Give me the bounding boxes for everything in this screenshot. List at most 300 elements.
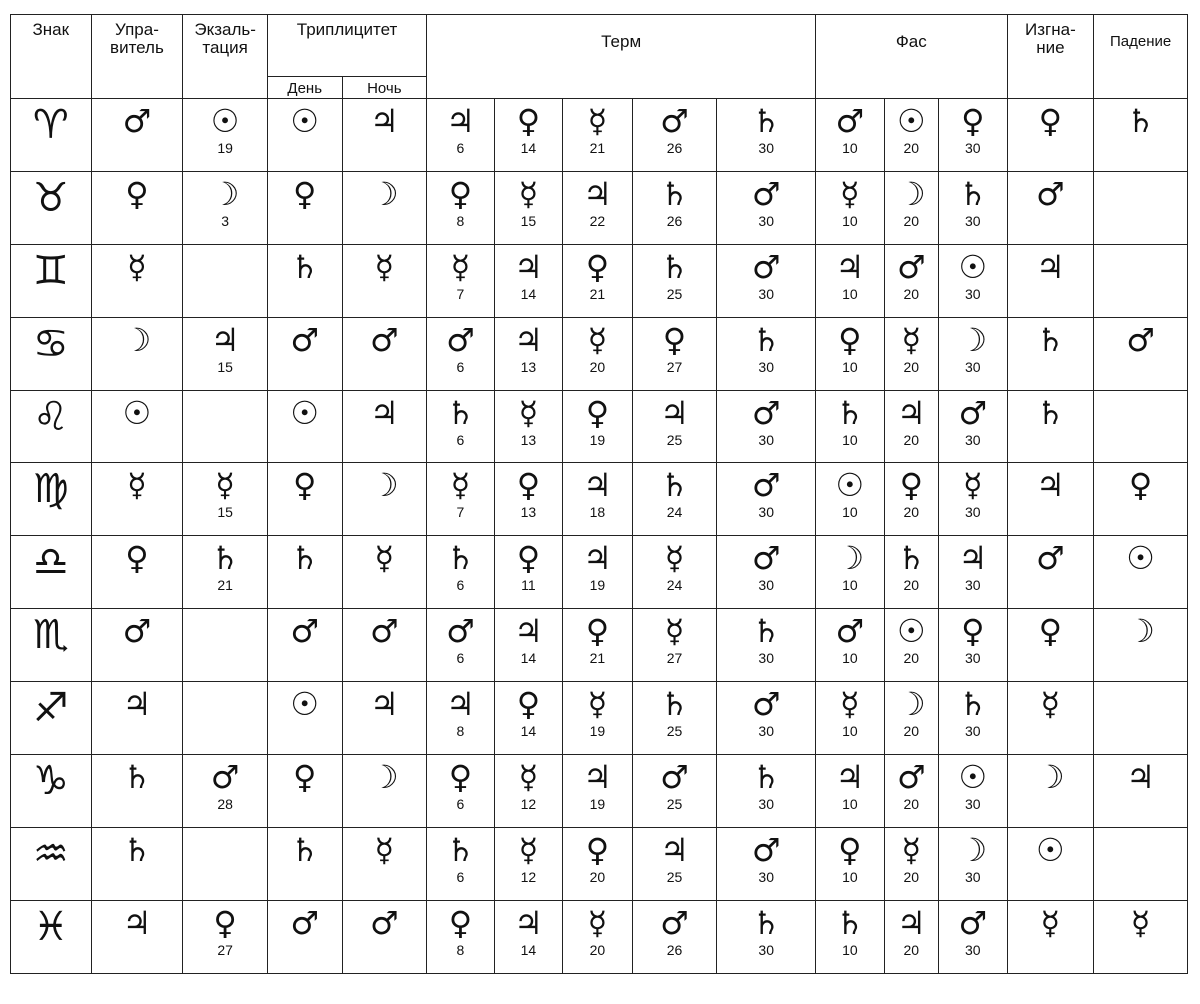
sign-cell-glyph: ♊	[32, 247, 69, 294]
table-row	[11, 900, 1188, 973]
term-cell	[632, 99, 717, 172]
term-cell-degree: 30	[758, 650, 774, 667]
sign-cell	[11, 244, 92, 317]
face-cell-degree: 10	[842, 285, 858, 302]
term-cell-glyph: ♂	[660, 102, 689, 140]
sign-cell-glyph: ♓	[32, 903, 69, 950]
term-cell-glyph: ♃	[583, 758, 612, 797]
term-cell	[563, 900, 633, 973]
triplicity-night-cell-glyph: ♃	[369, 685, 399, 724]
detriment-cell-glyph: ♄	[1036, 393, 1065, 432]
ruler-cell-glyph: ☽	[122, 320, 152, 359]
term-cell	[427, 244, 495, 317]
sign-cell	[11, 99, 92, 172]
triplicity-day-cell	[267, 682, 342, 755]
sign-cell-glyph: ♒	[32, 830, 69, 877]
face-cell-glyph: ♀	[838, 830, 862, 869]
face-cell	[816, 682, 885, 755]
term-cell-glyph: ♀	[662, 320, 687, 359]
face-cell-degree: 10	[842, 941, 858, 958]
exaltation-cell	[183, 99, 268, 172]
ruler-cell-glyph: ♂	[122, 612, 152, 651]
term-cell	[563, 609, 633, 682]
face-cell-degree: 20	[903, 285, 920, 302]
exaltation-cell-degree: 3	[221, 212, 230, 229]
term-cell-glyph: ♀	[516, 685, 541, 724]
sign-cell	[11, 900, 92, 973]
term-cell	[717, 317, 816, 390]
term-cell-glyph: ♀	[448, 174, 473, 213]
term-cell-glyph: ♃	[446, 102, 475, 140]
term-cell	[717, 536, 816, 609]
term-cell-glyph: ☿	[587, 903, 608, 942]
term-cell-glyph: ☿	[587, 685, 608, 724]
term-cell	[563, 171, 633, 244]
face-cell-glyph: ♂	[835, 102, 865, 140]
term-cell	[427, 171, 495, 244]
term-cell-degree: 30	[758, 140, 774, 156]
detriment-cell	[1007, 244, 1094, 317]
term-cell-glyph: ♂	[751, 685, 781, 724]
triplicity-day-cell	[267, 755, 342, 828]
detriment-cell	[1007, 827, 1094, 900]
header-term: Терм	[427, 15, 816, 99]
term-cell-degree: 8	[456, 212, 465, 229]
face-cell	[939, 99, 1008, 172]
sign-cell	[11, 171, 92, 244]
ruler-cell-glyph: ♃	[122, 903, 152, 942]
face-cell-glyph: ☿	[962, 466, 983, 505]
exaltation-cell	[183, 827, 268, 900]
detriment-cell-glyph: ♀	[1038, 102, 1063, 140]
face-cell-degree: 20	[903, 650, 920, 667]
face-cell	[884, 827, 938, 900]
term-cell-degree: 30	[758, 577, 774, 594]
triplicity-day-cell-glyph: ♄	[290, 830, 320, 869]
triplicity-day-cell-glyph: ☉	[290, 393, 320, 432]
header-sign: Знак	[11, 15, 92, 99]
face-cell-degree: 20	[903, 504, 920, 521]
face-cell-degree: 20	[903, 431, 920, 448]
face-cell	[939, 390, 1008, 463]
fall-cell	[1094, 609, 1188, 682]
fall-cell-glyph: ☉	[1126, 539, 1155, 578]
triplicity-night-cell-glyph: ♂	[369, 903, 399, 942]
face-cell	[939, 609, 1008, 682]
term-cell-glyph: ♄	[660, 247, 689, 286]
ruler-cell	[91, 99, 183, 172]
fall-cell	[1094, 390, 1188, 463]
fall-cell	[1094, 244, 1188, 317]
term-cell	[632, 171, 717, 244]
term-cell-degree: 19	[589, 723, 606, 740]
fall-cell-glyph: ♀	[1128, 466, 1153, 505]
term-cell-glyph: ♀	[585, 830, 610, 869]
face-cell-glyph: ♃	[835, 247, 865, 286]
table-row	[11, 99, 1188, 172]
exaltation-cell	[183, 390, 268, 463]
term-cell	[632, 463, 717, 536]
term-cell-degree: 20	[589, 358, 606, 375]
fall-cell	[1094, 463, 1188, 536]
face-cell-glyph: ♀	[961, 102, 985, 140]
term-cell-degree: 30	[758, 796, 774, 813]
sign-cell-glyph: ♌	[32, 393, 69, 440]
header-detriment: Изгна- ние	[1007, 15, 1094, 99]
face-cell-degree: 10	[842, 796, 858, 813]
face-cell-glyph: ☽	[896, 685, 926, 724]
face-cell-degree: 20	[903, 796, 920, 813]
face-cell	[939, 827, 1008, 900]
term-cell	[717, 827, 816, 900]
face-cell-glyph: ♃	[958, 539, 988, 578]
term-cell	[494, 609, 563, 682]
term-cell-glyph: ♀	[448, 758, 473, 797]
term-cell-glyph: ♀	[448, 903, 473, 942]
face-cell-degree: 10	[842, 431, 858, 448]
term-cell-degree: 25	[666, 868, 683, 885]
term-cell-glyph: ♃	[583, 466, 612, 505]
face-cell	[884, 244, 938, 317]
term-cell-glyph: ♃	[583, 174, 612, 213]
face-cell-glyph: ♂	[896, 247, 926, 286]
face-cell-degree: 30	[964, 504, 981, 521]
term-cell-glyph: ♃	[446, 685, 475, 724]
term-cell	[563, 536, 633, 609]
fall-cell-glyph: ☽	[1126, 612, 1155, 651]
term-cell-degree: 13	[520, 431, 537, 448]
term-cell	[427, 317, 495, 390]
term-cell-degree: 14	[520, 941, 537, 958]
term-cell-degree: 12	[520, 868, 537, 885]
term-cell-glyph: ♀	[516, 102, 541, 140]
term-cell-degree: 19	[589, 431, 606, 448]
term-cell-degree: 14	[520, 140, 537, 156]
face-cell	[816, 536, 885, 609]
ruler-cell-glyph: ☉	[122, 393, 152, 432]
face-cell-glyph: ☉	[958, 758, 988, 797]
ruler-cell-glyph: ♄	[122, 758, 152, 797]
face-cell	[939, 244, 1008, 317]
face-cell-degree: 30	[964, 941, 981, 958]
term-cell-degree: 21	[589, 650, 606, 667]
term-cell-glyph: ♂	[751, 539, 781, 578]
face-cell-degree: 20	[903, 868, 920, 885]
exaltation-cell-glyph: ☽	[210, 174, 240, 213]
term-cell-degree: 27	[666, 358, 683, 375]
term-cell	[717, 171, 816, 244]
term-cell-degree: 13	[520, 504, 537, 521]
term-cell	[427, 390, 495, 463]
face-cell-glyph: ☿	[840, 174, 860, 213]
face-cell-glyph: ♀	[961, 612, 985, 651]
term-cell-glyph: ♃	[514, 247, 543, 286]
face-cell-degree: 30	[964, 868, 981, 885]
term-cell	[494, 900, 563, 973]
face-cell-degree: 10	[842, 723, 858, 740]
term-cell-degree: 21	[589, 285, 606, 302]
face-cell	[884, 755, 938, 828]
term-cell-degree: 12	[520, 796, 537, 813]
term-cell-glyph: ♄	[446, 539, 475, 578]
term-cell-glyph: ♂	[660, 758, 689, 797]
triplicity-day-cell-glyph: ♀	[293, 758, 317, 797]
ruler-cell-glyph: ♃	[122, 685, 152, 724]
face-cell-glyph: ♀	[838, 320, 862, 359]
face-cell	[884, 900, 938, 973]
term-cell	[632, 755, 717, 828]
face-cell-glyph: ☉	[958, 247, 988, 286]
face-cell-glyph: ☿	[840, 685, 860, 724]
face-cell-degree: 20	[903, 358, 920, 375]
term-cell-degree: 6	[456, 358, 465, 375]
term-cell-degree: 30	[758, 504, 774, 521]
exaltation-cell-degree: 19	[217, 140, 233, 156]
face-cell	[939, 463, 1008, 536]
term-cell	[632, 390, 717, 463]
term-cell-degree: 22	[589, 212, 606, 229]
term-cell-degree: 8	[456, 941, 465, 958]
exaltation-cell-glyph: ♂	[210, 758, 240, 797]
table-body	[11, 99, 1188, 974]
term-cell-degree: 14	[520, 723, 537, 740]
term-cell-degree: 26	[666, 212, 683, 229]
triplicity-night-cell	[342, 827, 427, 900]
sign-cell	[11, 317, 92, 390]
term-cell-glyph: ☿	[664, 539, 685, 578]
triplicity-night-cell-glyph: ☿	[374, 539, 395, 578]
term-cell-degree: 25	[666, 723, 683, 740]
term-cell	[427, 682, 495, 755]
term-cell-degree: 6	[456, 140, 465, 156]
term-cell-glyph: ☿	[450, 247, 471, 286]
sign-cell	[11, 609, 92, 682]
face-cell-degree: 10	[842, 868, 858, 885]
term-cell-glyph: ☿	[518, 393, 539, 432]
term-cell-glyph: ☿	[450, 466, 471, 505]
term-cell	[717, 900, 816, 973]
ruler-cell	[91, 536, 183, 609]
face-cell-degree: 30	[964, 140, 981, 156]
triplicity-night-cell-glyph: ☿	[374, 830, 395, 869]
exaltation-cell-degree: 28	[217, 796, 233, 813]
term-cell	[427, 755, 495, 828]
face-cell-degree: 30	[964, 577, 981, 594]
triplicity-day-cell	[267, 390, 342, 463]
term-cell-glyph: ♂	[446, 320, 475, 359]
header-triplicity-night: Ночь	[342, 77, 427, 99]
exaltation-cell	[183, 244, 268, 317]
face-cell	[816, 609, 885, 682]
fall-cell	[1094, 755, 1188, 828]
triplicity-day-cell	[267, 900, 342, 973]
face-cell-glyph: ☿	[901, 320, 922, 359]
face-cell-degree: 30	[964, 212, 981, 229]
term-cell-degree: 13	[520, 358, 537, 375]
term-cell	[563, 463, 633, 536]
header-triplicity-day: День	[267, 77, 342, 99]
ruler-cell	[91, 682, 183, 755]
term-cell-degree: 30	[758, 285, 774, 302]
table-row	[11, 463, 1188, 536]
detriment-cell-glyph: ☉	[1036, 830, 1065, 869]
term-cell	[632, 244, 717, 317]
term-cell-glyph: ♀	[585, 393, 610, 432]
detriment-cell-glyph: ♃	[1036, 466, 1065, 505]
term-cell-degree: 30	[758, 868, 774, 885]
term-cell-glyph: ♄	[660, 174, 689, 213]
triplicity-day-cell	[267, 536, 342, 609]
detriment-cell-glyph: ♀	[1038, 612, 1063, 651]
term-cell-glyph: ♀	[585, 247, 610, 286]
face-cell-degree: 30	[964, 796, 981, 813]
face-cell-degree: 30	[964, 431, 981, 448]
header-face: Фас	[816, 15, 1007, 99]
term-cell	[427, 536, 495, 609]
term-cell-glyph: ♄	[751, 320, 781, 359]
ruler-cell	[91, 609, 183, 682]
term-cell-glyph: ♄	[660, 466, 689, 505]
term-cell-degree: 6	[456, 796, 465, 813]
term-cell-glyph: ☿	[587, 320, 608, 359]
ruler-cell-glyph: ♂	[122, 102, 152, 140]
ruler-cell	[91, 171, 183, 244]
term-cell-degree: 15	[520, 212, 537, 229]
term-cell-glyph: ♀	[516, 539, 541, 578]
term-cell	[427, 900, 495, 973]
term-cell	[494, 390, 563, 463]
detriment-cell	[1007, 536, 1094, 609]
term-cell	[563, 827, 633, 900]
term-cell	[494, 536, 563, 609]
triplicity-day-cell	[267, 317, 342, 390]
term-cell	[563, 244, 633, 317]
table-row	[11, 827, 1188, 900]
exaltation-cell-degree: 15	[217, 504, 233, 521]
fall-cell-glyph: ♂	[1126, 320, 1155, 359]
term-cell-degree: 19	[589, 577, 606, 594]
face-cell-glyph: ♂	[958, 903, 988, 942]
term-cell-glyph: ♂	[751, 830, 781, 869]
term-cell	[427, 609, 495, 682]
face-cell	[939, 682, 1008, 755]
ruler-cell	[91, 463, 183, 536]
triplicity-day-cell-glyph: ♂	[290, 320, 320, 359]
fall-cell	[1094, 827, 1188, 900]
ruler-cell-glyph: ☿	[127, 247, 147, 286]
term-cell-glyph: ♄	[751, 612, 781, 651]
term-cell-glyph: ☿	[518, 830, 539, 869]
face-cell	[816, 463, 885, 536]
detriment-cell	[1007, 99, 1094, 172]
term-cell	[632, 827, 717, 900]
detriment-cell-glyph: ♃	[1036, 247, 1065, 286]
ruler-cell	[91, 755, 183, 828]
term-cell	[494, 99, 563, 172]
detriment-cell	[1007, 609, 1094, 682]
term-cell	[717, 244, 816, 317]
detriment-cell	[1007, 463, 1094, 536]
face-cell-glyph: ☉	[896, 612, 926, 651]
triplicity-day-cell-glyph: ♄	[290, 539, 320, 578]
exaltation-cell-glyph: ♄	[210, 539, 240, 578]
term-cell-glyph: ♃	[660, 393, 689, 432]
face-cell-degree: 10	[842, 650, 858, 667]
term-cell	[427, 463, 495, 536]
exaltation-cell	[183, 463, 268, 536]
ruler-cell-glyph: ☿	[127, 466, 147, 505]
term-cell-glyph: ♃	[514, 612, 543, 651]
face-cell-degree: 30	[964, 650, 981, 667]
fall-cell-glyph: ☿	[1130, 903, 1151, 942]
exaltation-cell-degree: 21	[217, 577, 233, 594]
face-cell-degree: 30	[964, 358, 981, 375]
triplicity-night-cell-glyph: ♂	[369, 320, 399, 359]
header-ruler: Упра- витель	[91, 15, 183, 99]
fall-cell	[1094, 171, 1188, 244]
face-cell-glyph: ♄	[835, 903, 865, 942]
term-cell-glyph: ♂	[751, 247, 781, 286]
term-cell-glyph: ♄	[660, 685, 689, 724]
exaltation-cell	[183, 317, 268, 390]
detriment-cell	[1007, 317, 1094, 390]
triplicity-day-cell	[267, 827, 342, 900]
term-cell-degree: 25	[666, 431, 683, 448]
term-cell	[717, 609, 816, 682]
header-triplicity: Триплицитет	[267, 15, 426, 77]
triplicity-night-cell	[342, 99, 427, 172]
exaltation-cell-glyph: ♀	[213, 903, 237, 942]
triplicity-day-cell	[267, 609, 342, 682]
triplicity-night-cell-glyph: ☽	[369, 466, 399, 505]
term-cell-degree: 27	[666, 650, 683, 667]
term-cell-degree: 25	[666, 796, 683, 813]
term-cell	[563, 317, 633, 390]
triplicity-night-cell-glyph: ♃	[369, 102, 399, 140]
term-cell	[494, 244, 563, 317]
face-cell-degree: 20	[903, 941, 920, 958]
exaltation-cell	[183, 536, 268, 609]
triplicity-day-cell-glyph: ☉	[290, 685, 320, 724]
table-row	[11, 171, 1188, 244]
term-cell-degree: 25	[666, 285, 683, 302]
term-cell-degree: 18	[589, 504, 606, 521]
fall-cell-glyph: ♃	[1126, 758, 1155, 797]
term-cell	[494, 463, 563, 536]
face-cell-degree: 10	[842, 140, 858, 156]
term-cell-glyph: ♂	[751, 466, 781, 505]
exaltation-cell	[183, 900, 268, 973]
table-row	[11, 244, 1188, 317]
term-cell-glyph: ☿	[518, 758, 539, 797]
triplicity-night-cell-glyph: ♃	[369, 393, 399, 432]
term-cell-glyph: ♃	[514, 903, 543, 942]
sign-cell	[11, 755, 92, 828]
term-cell-degree: 11	[521, 577, 536, 594]
term-cell	[427, 99, 495, 172]
term-cell	[563, 755, 633, 828]
fall-cell-glyph: ♄	[1126, 102, 1155, 140]
term-cell	[563, 99, 633, 172]
term-cell-glyph: ☿	[664, 612, 685, 651]
sign-cell-glyph: ♐	[32, 685, 69, 732]
sign-cell-glyph: ♋	[32, 320, 69, 367]
term-cell-glyph: ☿	[518, 174, 539, 213]
detriment-cell-glyph: ☿	[1040, 685, 1061, 724]
term-cell	[632, 536, 717, 609]
exaltation-cell-degree: 27	[217, 941, 233, 958]
sign-cell-glyph: ♉	[32, 174, 69, 221]
